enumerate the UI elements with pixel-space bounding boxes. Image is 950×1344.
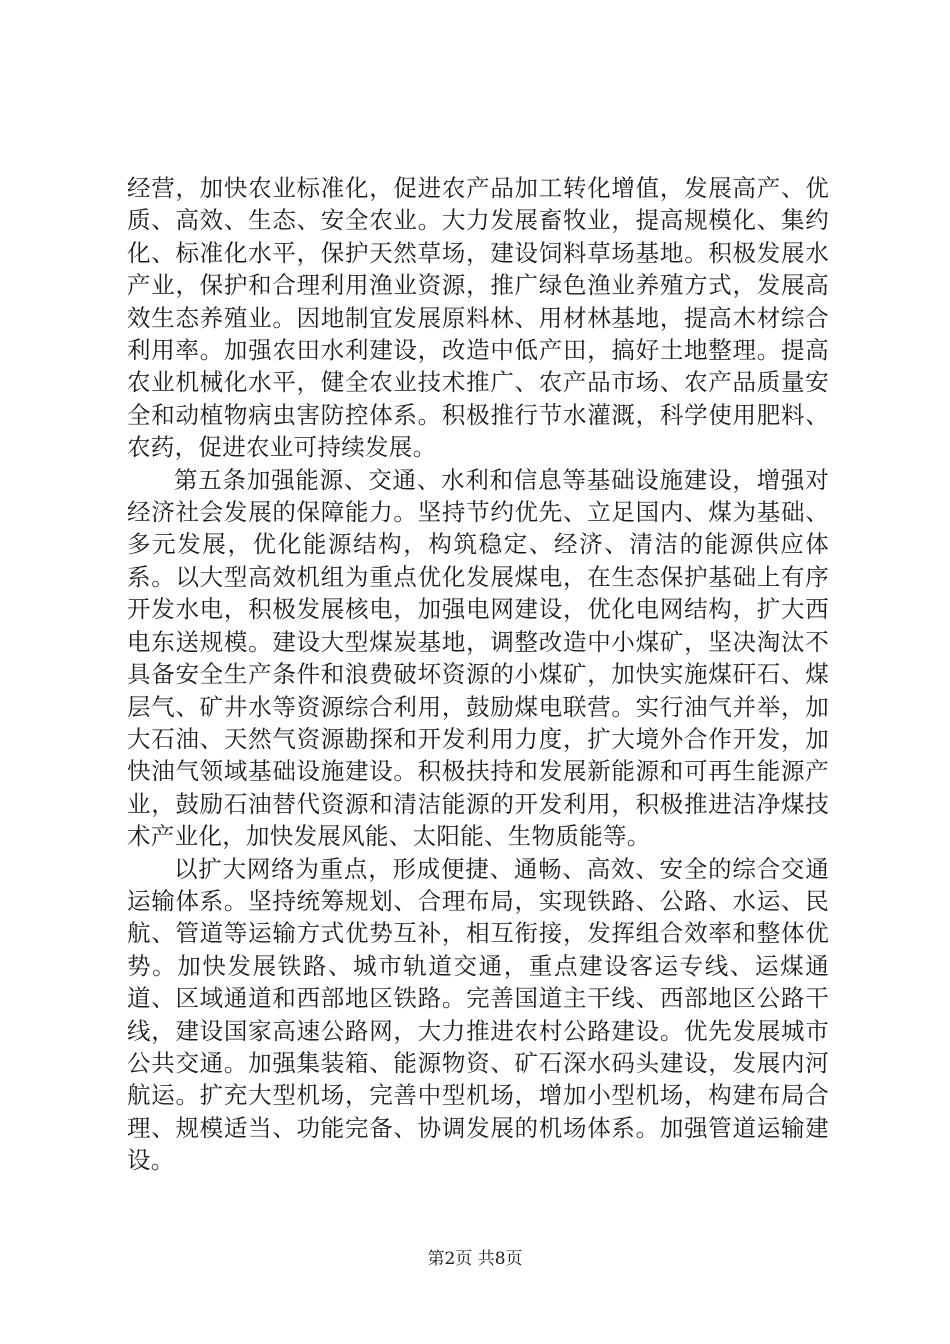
page-footer: 第2页 共8页 xyxy=(427,1249,523,1269)
paragraph-1: 经营，加快农业标准化，促进农产品加工转化增值，发展高产、优质、高效、生态、安全农业。大力发展畜牧业，提高规模化、集约化、标准化水平，保护天然草场，建设饲料草场基地。积极发展水产业，保护和合理利用渔业资源，推广绿色渔业养殖方式，发展高效生态养殖业。因地制宜发展原料林、用材林基地，提高木材综合利用率。加强农田水利建设，改造中低产田，搞好土地整理。提高农业机械化水平，健全农业技术推广、农产品市场、农产品质量安全和动植物病虫害防控体系。积极推行节水灌溉，科学使用肥料、农药，促进农业可持续发展。 xyxy=(127,174,829,462)
body-text xyxy=(127,172,829,1177)
paragraph-2: 第五条加强能源、交通、水利和信息等基础设施建设，增强对经济社会发展的保障能力。坚持节约优先、立足国内、煤为基础、多元发展，优化能源结构，构筑稳定、经济、清洁的能源供应体系。以大型高效机组为重点优化发展煤电，在生态保护基础上有序开发水电，积极发展核电，加强电网建设，优化电网结构，扩大西电东送规模。建设大型煤炭基地，调整改造中小煤矿，坚决淘汰不具备安全生产条件和浪费破坏资源的小煤矿，加快实施煤矸石、煤层气、矿井水等资源综合利用，鼓励煤电联营。实行油气并举，加大石油、天然气资源勘探和开发利用力度，扩大境外合作开发，加快油气领域基础设施建设。积极扶持和发展新能源和可再生能源产业，鼓励石油替代资源和清洁能源的开发利用，积极推进洁净煤技术产业化，加快发展风能、太阳能、生物质能等。 xyxy=(127,465,829,851)
paragraph-3: 以扩大网络为重点，形成便捷、通畅、高效、安全的综合交通运输体系。坚持统筹规划、合理布局，实现铁路、公路、水运、民航、管道等运输方式优势互补，相互衔接，发挥组合效率和整体优势。加快发展铁路、城市轨道交通，重点建设客运专线、运煤通道、区域通道和西部地区铁路。完善国道主干线、西部地区公路干线，建设国家高速公路网，大力推进农村公路建设。优先发展城市公共交通。加强集装箱、能源物资、矿石深水码头建设，发展内河航运。扩充大型机场，完善中型机场，增加小型机场，构建布局合理、规模适当、功能完备、协调发展的机场体系。加强管道运输建设。 xyxy=(127,854,829,1175)
